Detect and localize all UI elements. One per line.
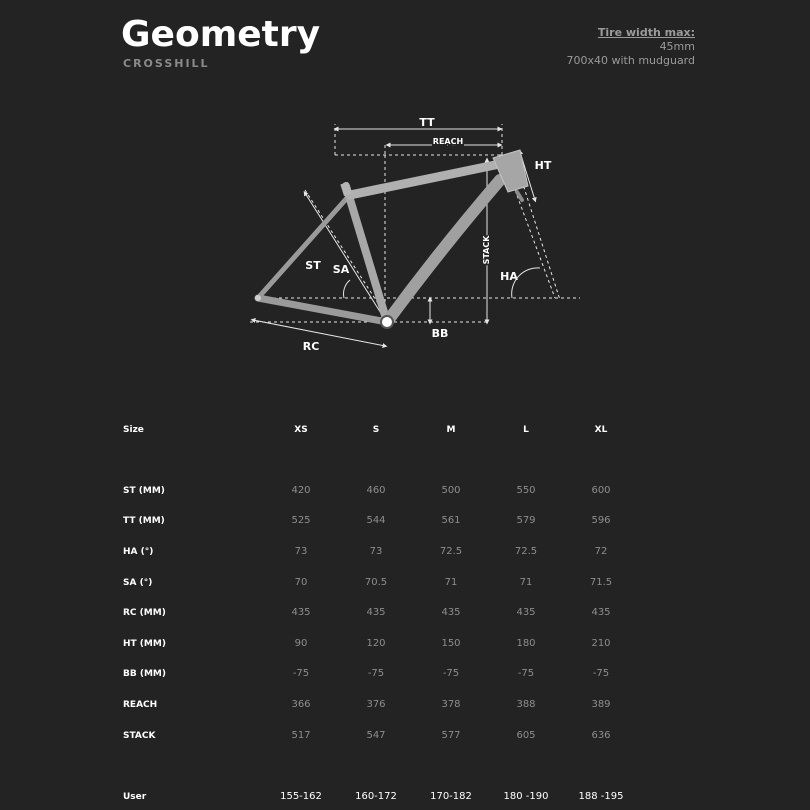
table-cell: 460 xyxy=(366,485,386,496)
table-row xyxy=(0,481,810,501)
table-cell: 435 xyxy=(366,607,386,618)
row-label: RC (MM) xyxy=(123,608,166,618)
ht-label: HT xyxy=(534,159,552,172)
table-header-row xyxy=(0,420,810,440)
table-cell: 73 xyxy=(294,546,308,557)
size-s: S xyxy=(372,425,380,435)
row-label: HT (MM) xyxy=(123,639,166,649)
user-height-cell: 160-172 xyxy=(355,791,397,802)
table-cell: 71 xyxy=(519,577,533,588)
table-cell: 544 xyxy=(366,515,386,526)
size-xs: XS xyxy=(294,425,308,435)
chainstay xyxy=(258,298,387,322)
table-cell: 547 xyxy=(366,730,386,741)
table-cell: -75 xyxy=(367,668,385,679)
frame-geometry-diagram xyxy=(230,100,590,360)
table-cell: -75 xyxy=(517,668,535,679)
table-cell: 72 xyxy=(594,546,608,557)
row-label: SA (°) xyxy=(123,578,153,588)
table-cell: 376 xyxy=(366,699,386,710)
table-cell: 210 xyxy=(591,638,611,649)
table-cell: 435 xyxy=(441,607,461,618)
table-row xyxy=(0,603,810,623)
table-cell: 435 xyxy=(291,607,311,618)
size-header: Size xyxy=(123,425,144,435)
reach-label: REACH xyxy=(432,137,464,146)
table-row xyxy=(0,511,810,531)
table-cell: -75 xyxy=(442,668,460,679)
table-cell: 596 xyxy=(591,515,611,526)
st-label: ST xyxy=(305,259,321,272)
table-cell: 120 xyxy=(366,638,386,649)
table-cell: 73 xyxy=(369,546,383,557)
table-cell: 605 xyxy=(516,730,536,741)
sa-label: SA xyxy=(332,263,350,276)
table-row xyxy=(0,542,810,562)
table-cell: 420 xyxy=(291,485,311,496)
table-cell: 517 xyxy=(291,730,311,741)
table-cell: 71.5 xyxy=(589,577,613,588)
table-cell: 150 xyxy=(441,638,461,649)
ha-label: HA xyxy=(500,270,518,283)
table-cell: 378 xyxy=(441,699,461,710)
table-cell: 561 xyxy=(441,515,461,526)
tire-width-value: 45mm xyxy=(659,40,695,53)
table-cell: 600 xyxy=(591,485,611,496)
tire-mudguard-note: 700x40 with mudguard xyxy=(566,54,695,67)
top-tube xyxy=(350,165,495,195)
table-cell: 525 xyxy=(291,515,311,526)
stack-label: STACK xyxy=(482,235,491,265)
page-title: Geometry xyxy=(121,14,321,55)
user-label: User xyxy=(123,792,147,802)
table-cell: 577 xyxy=(441,730,461,741)
table-cell: 366 xyxy=(291,699,311,710)
tt-label: TT xyxy=(419,116,435,129)
size-m: M xyxy=(446,425,456,435)
table-cell: 579 xyxy=(516,515,536,526)
seatstay xyxy=(258,198,347,298)
table-row xyxy=(0,664,810,684)
bb-label: BB xyxy=(431,327,449,340)
seat-tube xyxy=(346,186,387,322)
table-cell: -75 xyxy=(592,668,610,679)
table-row xyxy=(0,634,810,654)
tire-info xyxy=(566,26,695,68)
table-cell: 70 xyxy=(294,577,308,588)
user-height-cell: 155-162 xyxy=(280,791,322,802)
user-height-cell: 180 -190 xyxy=(503,791,549,802)
rear-dropout xyxy=(255,295,261,301)
table-cell: 180 xyxy=(516,638,536,649)
table-row xyxy=(0,573,810,593)
table-cell: 72.5 xyxy=(439,546,463,557)
tire-width-heading: Tire width max: xyxy=(597,26,695,39)
table-cell: 435 xyxy=(516,607,536,618)
table-cell: 550 xyxy=(516,485,536,496)
row-label: TT (MM) xyxy=(123,516,165,526)
table-cell: 389 xyxy=(591,699,611,710)
table-row xyxy=(0,726,810,746)
size-l: L xyxy=(523,425,529,435)
table-cell: 72.5 xyxy=(514,546,538,557)
table-cell: 435 xyxy=(591,607,611,618)
table-row xyxy=(0,695,810,715)
user-height-cell: 188 -195 xyxy=(578,791,624,802)
model-name: CROSSHILL xyxy=(123,57,210,70)
table-cell: 71 xyxy=(444,577,458,588)
user-height-row xyxy=(0,787,810,807)
table-cell: 70.5 xyxy=(364,577,388,588)
table-cell: -75 xyxy=(292,668,310,679)
row-label: HA (°) xyxy=(123,547,154,557)
row-label: REACH xyxy=(123,700,158,710)
row-label: STACK xyxy=(123,731,156,741)
row-label: BB (MM) xyxy=(123,669,166,679)
bottom-bracket xyxy=(381,316,393,328)
rc-label: RC xyxy=(302,340,320,353)
table-cell: 636 xyxy=(591,730,611,741)
size-xl: XL xyxy=(594,425,608,435)
table-cell: 90 xyxy=(294,638,308,649)
table-cell: 500 xyxy=(441,485,461,496)
table-cell: 388 xyxy=(516,699,536,710)
row-label: ST (MM) xyxy=(123,486,165,496)
user-height-cell: 170-182 xyxy=(430,791,472,802)
